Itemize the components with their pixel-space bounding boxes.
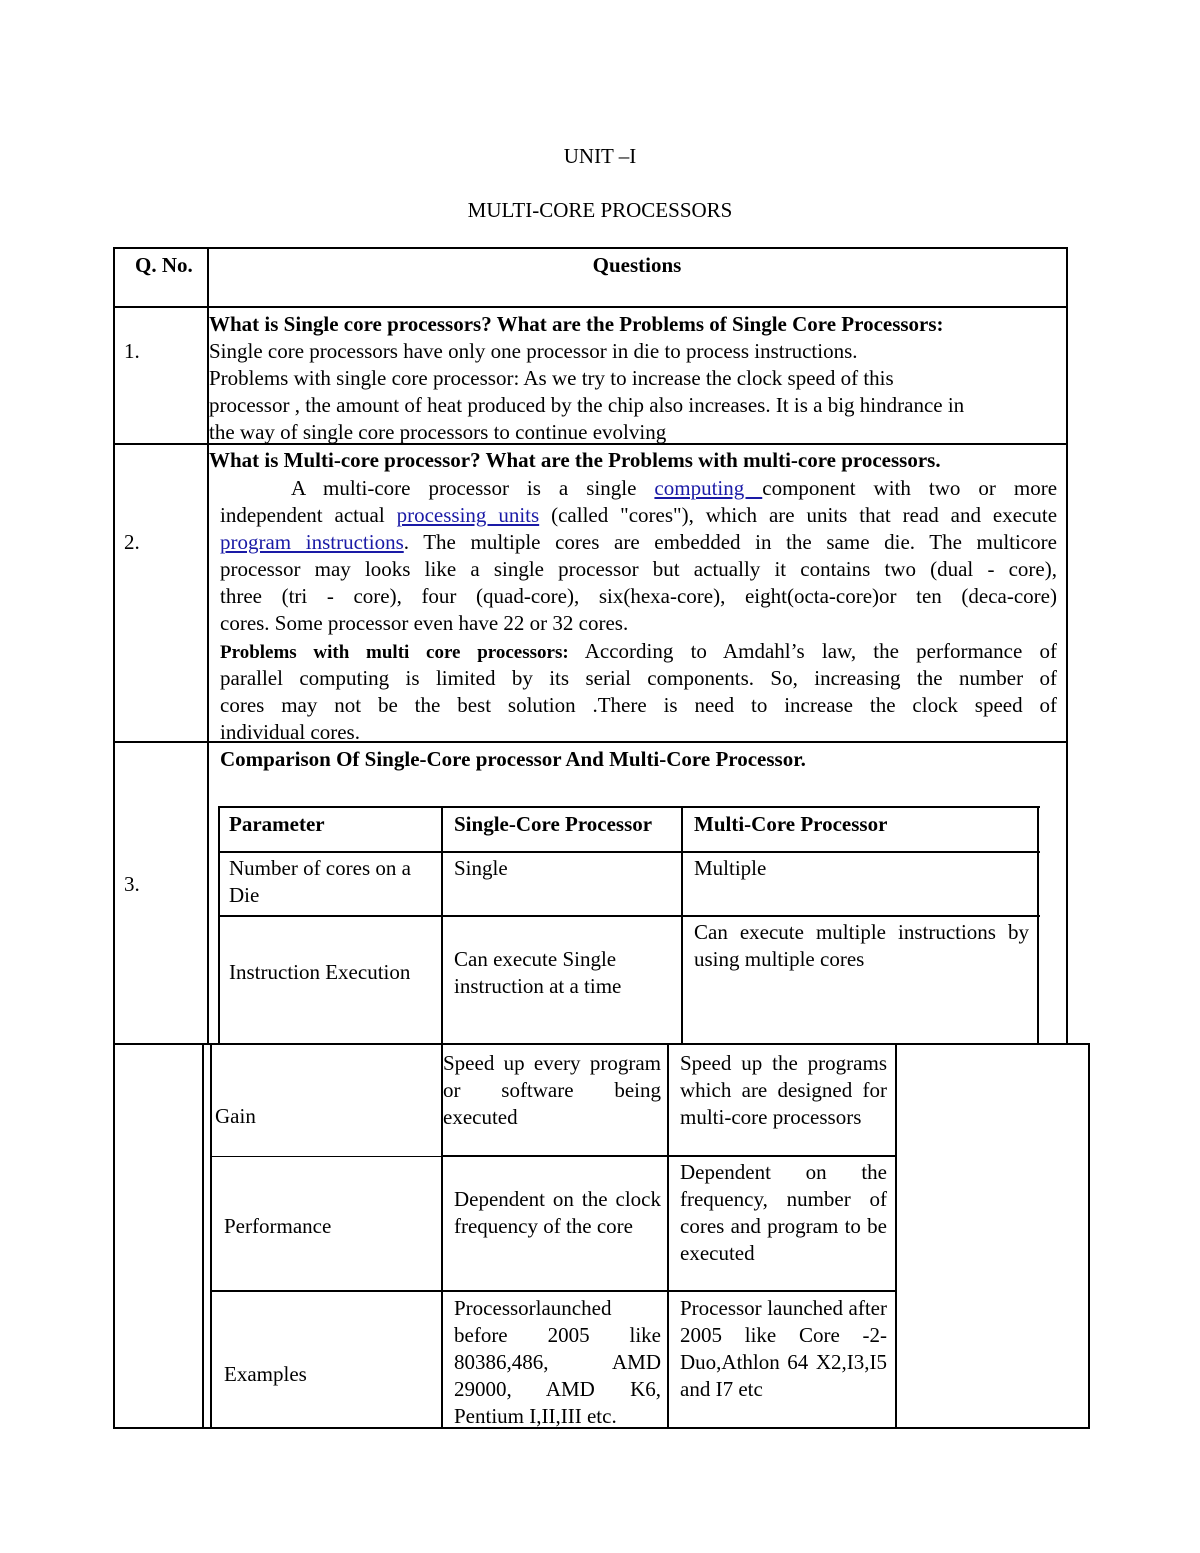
question-title: Comparison Of Single-Core processor And Multi-Core Processor. [220, 747, 806, 771]
comparison-cell: Can execute multiple instructions by using multiple cores [694, 920, 1029, 971]
comparison-cell: Dependent on the frequency, number of cores and program to be executed [680, 1160, 887, 1265]
computing-link[interactable]: computing [654, 476, 763, 500]
table-rule [1037, 806, 1039, 1045]
answer-text: A multi-core processor is a single computing component with two or more [291, 476, 1058, 500]
table-rule [202, 1043, 204, 1429]
question-title: What is Multi-core processor? What are the Problems with multi-core processors. [209, 448, 941, 472]
processing-units-link[interactable]: processing units [396, 503, 540, 527]
table-rule [895, 1043, 897, 1429]
comparison-cell: Instruction Execution [229, 960, 411, 984]
table-rule [113, 1043, 1090, 1045]
comparison-cell: Gain [215, 1104, 256, 1128]
table-rule [113, 306, 1068, 308]
problems-label: Problems with multi core processors: [220, 642, 569, 663]
answer-text: processor , the amount of heat produced by the chip also increases. It is a big hindrance in [209, 393, 965, 417]
question-number: 1. [124, 339, 140, 363]
col-header-qno: Q. No. [135, 253, 193, 277]
comparison-cell: Dependent on the clock frequency of the core [454, 1187, 661, 1238]
answer-text: three (tri - core), four (quad-core), six(hexa-core), eight(octa-core)or ten (deca-core) [220, 584, 1057, 608]
comparison-cell: Single [454, 856, 508, 880]
table-rule [210, 1043, 212, 1429]
answer-text: independent actual processing units (called "cores"), which are units that read and execute [220, 503, 1058, 527]
answer-text: cores. Some processor even have 22 or 32 cores. [220, 611, 629, 635]
comparison-cell: Examples [224, 1362, 307, 1386]
table-rule [218, 806, 220, 1045]
table-rule [218, 851, 1040, 853]
comparison-cell: Processorlaunched before 2005 like 80386,486, AMD 29000, AMD K6, Pentium I,II,III etc. [454, 1296, 661, 1428]
comparison-cell: Number of cores on a Die [229, 856, 411, 907]
table-rule [113, 247, 115, 1045]
comparison-cell: Can execute Single instruction at a time [454, 947, 622, 998]
table-rule [1088, 1043, 1090, 1429]
question-number: 3. [124, 872, 140, 896]
page-title: MULTI-CORE PROCESSORS [467, 198, 733, 222]
answer-text: cores may not be the best solution .There is need to increase the clock speed of [220, 693, 1057, 717]
comparison-cell: Multiple [694, 856, 767, 880]
answer-text: program instructions. The multiple cores are embedded in the same die. The multicore [220, 530, 1057, 554]
comparison-cell: Processor launched after 2005 like Core -2-Duo,Athlon 64 X2,I3,I5 and I7 etc [680, 1296, 887, 1401]
table-rule [212, 1290, 897, 1292]
comparison-cell: Performance [224, 1214, 332, 1238]
comparison-header: Parameter [229, 812, 325, 836]
table-rule [113, 1043, 115, 1429]
program-instructions-link[interactable]: program instructions [220, 530, 404, 554]
question-title: What is Single core processors? What are the Problems of Single Core Processors: [209, 312, 944, 336]
answer-text: processor may looks like a single processor but actually it contains two (dual - core), [220, 557, 1057, 581]
answer-text: parallel computing is limited by its serial components. So, increasing the number of [220, 666, 1057, 690]
answer-text: Problems with multi core processors: According to Amdahl’s law, the performance of [220, 639, 1057, 663]
unit-heading: UNIT –I [563, 144, 637, 168]
comparison-cell: Speed up every program or software being executed [443, 1051, 661, 1129]
comparison-header: Multi-Core Processor [694, 812, 888, 836]
table-rule [667, 1043, 669, 1429]
table-rule [212, 1156, 441, 1157]
table-rule [681, 806, 683, 1045]
table-rule [218, 915, 1040, 917]
table-rule [441, 1155, 897, 1157]
table-rule [113, 247, 1068, 249]
answer-text: the way of single core processors to continue evolving [209, 420, 667, 444]
comparison-header: Single-Core Processor [454, 812, 653, 836]
answer-text: individual cores. [220, 720, 360, 744]
answer-text: Single core processors have only one processor in die to process instructions. [209, 339, 858, 363]
question-number: 2. [124, 530, 140, 554]
answer-text: Problems with single core processor: As we try to increase the clock speed of this [209, 366, 894, 390]
col-header-questions: Questions [592, 253, 682, 277]
table-rule [218, 806, 1040, 808]
table-rule [1066, 247, 1068, 1045]
comparison-cell: Speed up the programs which are designed for multi-core processors [680, 1051, 887, 1129]
